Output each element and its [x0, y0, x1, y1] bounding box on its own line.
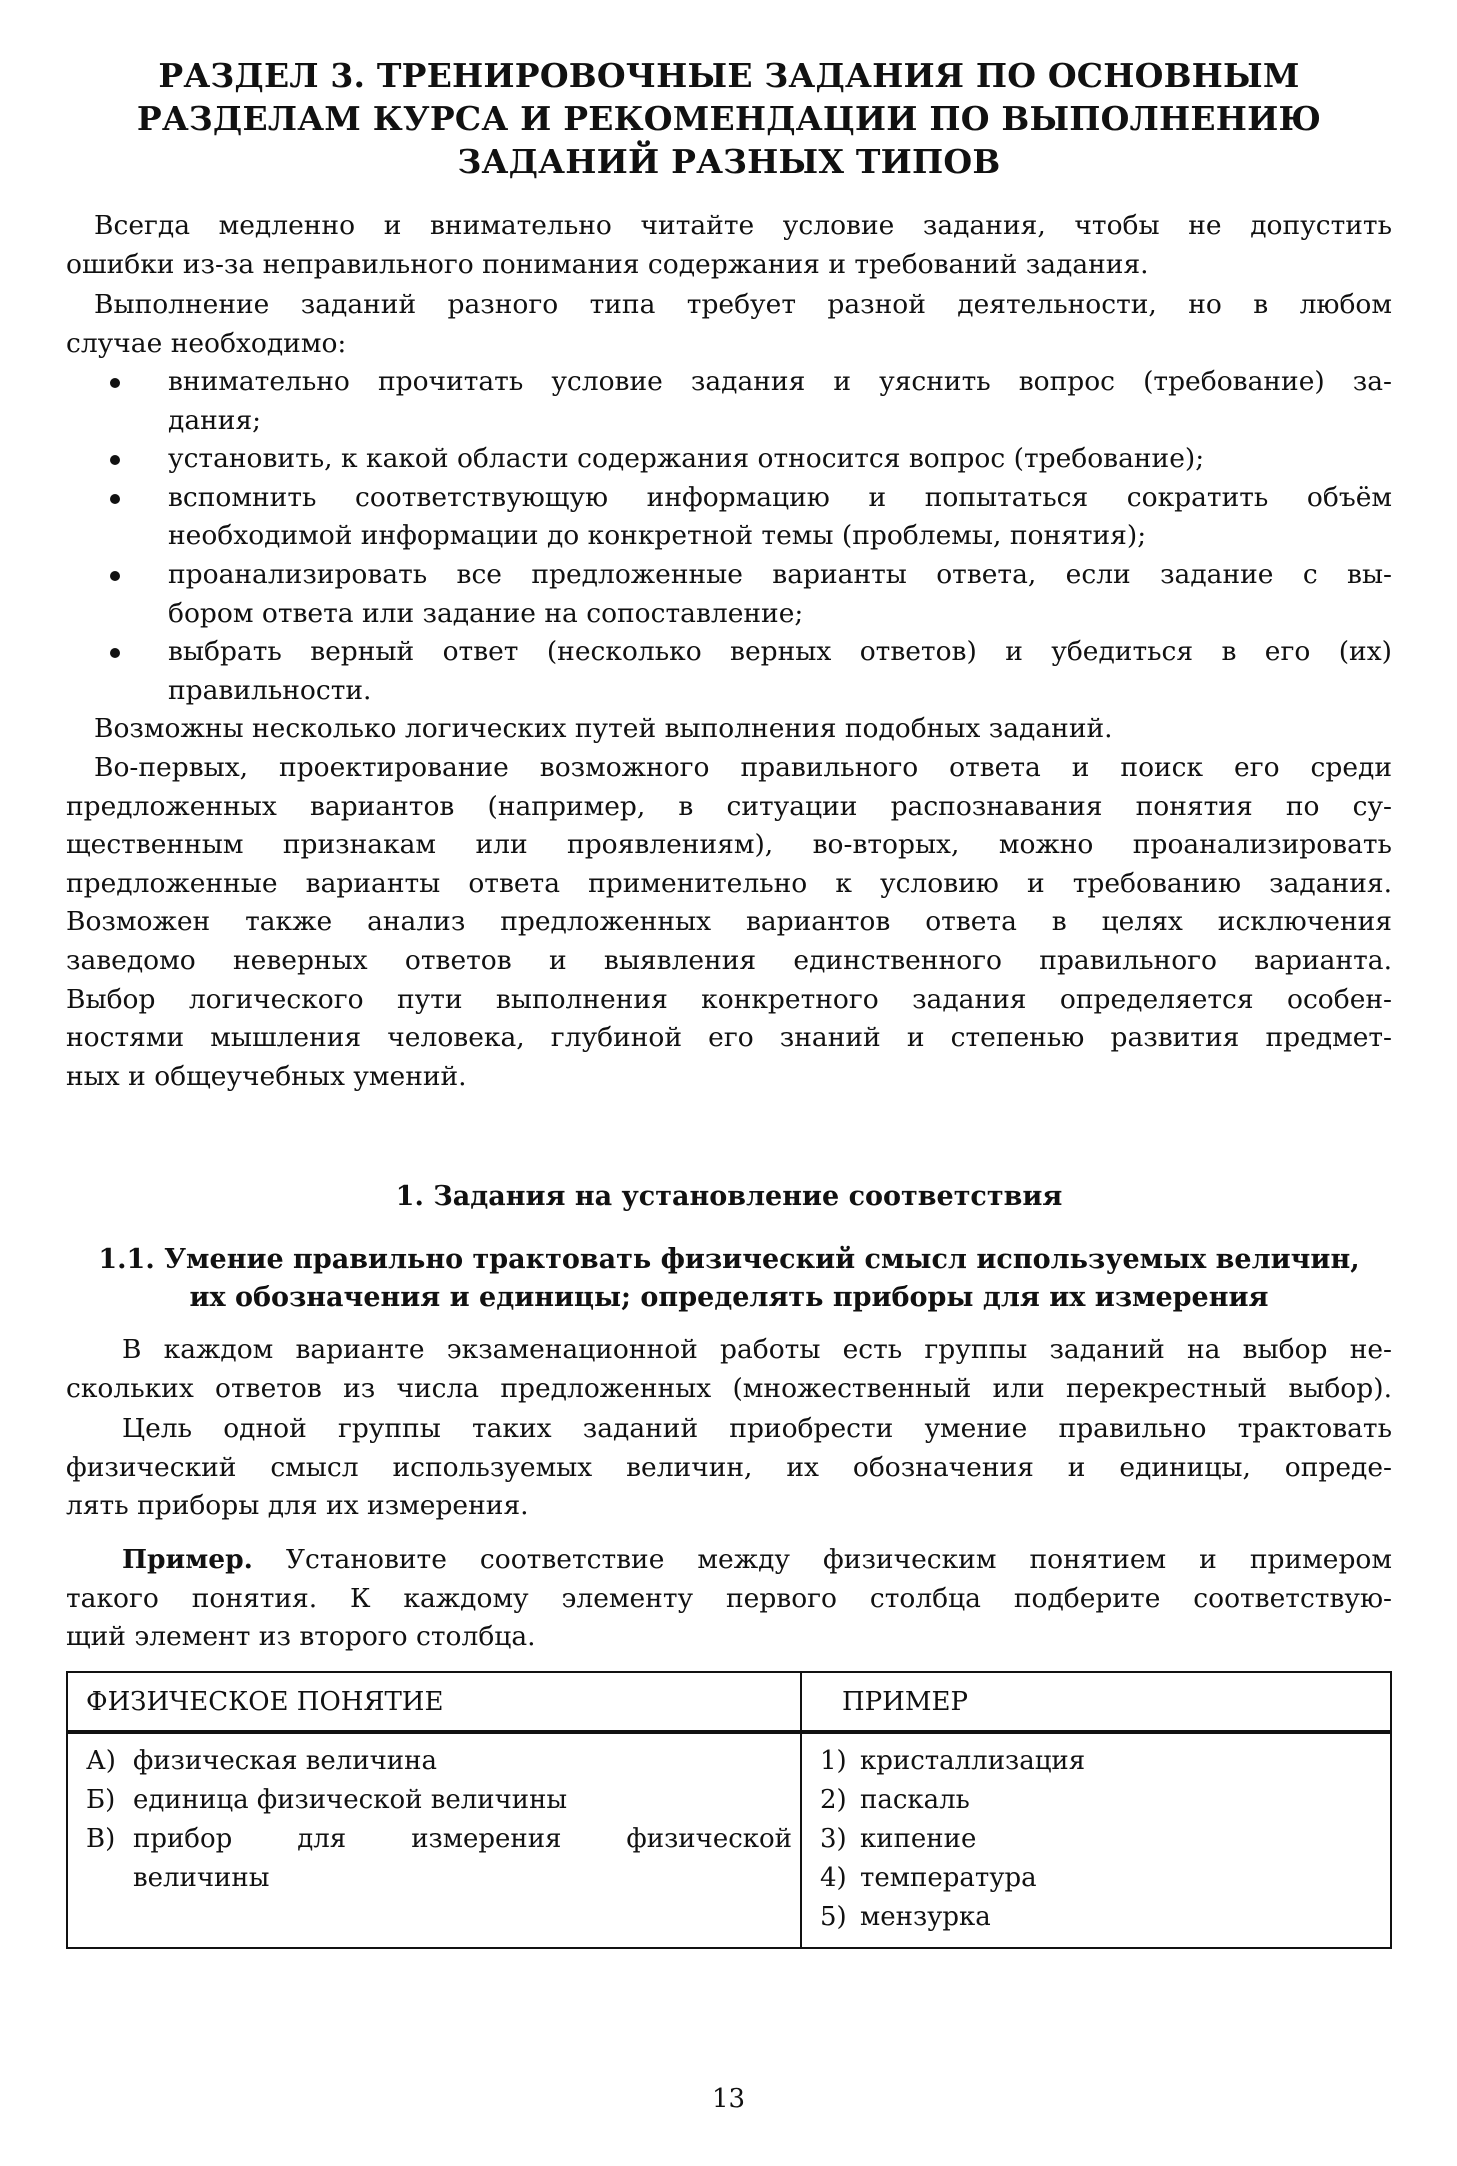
text-line: случае необходимо:: [66, 327, 347, 359]
text-line: такого понятия. К каждому элементу первого столбца подберите соответствую-: [66, 1582, 1392, 1614]
column-header-concept: ФИЗИЧЕСКОЕ ПОНЯТИЕ: [67, 1672, 801, 1732]
text-line: Во-первых, проектирование возможного правильного ответа и поиск его среди: [94, 752, 1392, 783]
text-line: Выполнение заданий разного типа требует разной деятельности, но в любом: [94, 289, 1392, 320]
option-text: паскаль: [860, 1785, 970, 1815]
page-number: 13: [711, 2084, 746, 2114]
subsection-heading: [66, 1241, 1392, 1317]
text-line: внимательно прочитать условие задания и уяснить вопрос (требование) за-: [168, 366, 1392, 397]
option-text: [133, 1820, 792, 1898]
table-row: [67, 1732, 1391, 1948]
subsection-heading-line: 1.1. Умение правильно трактовать физический смысл используемых величин,: [98, 1244, 1360, 1275]
example-option: [820, 1742, 1382, 1781]
list-item: [66, 556, 1392, 633]
intro-paragraph-3: [66, 710, 1392, 749]
table-header-row: [67, 1672, 1391, 1732]
text-line: Всегда медленно и внимательно читайте условие задания, чтобы не допустить: [94, 210, 1392, 241]
text-line: Цель одной группы таких заданий приобрести умение правильно трактовать: [122, 1413, 1392, 1444]
example-paragraph: [66, 1541, 1392, 1657]
bullet-icon: [110, 571, 120, 581]
example-option: [820, 1781, 1382, 1820]
option-key: Б): [86, 1785, 116, 1815]
section-title-line: РАЗДЕЛАМ КУРСА И РЕКОМЕНДАЦИИ ПО ВЫПОЛНЕНИЮ: [136, 99, 1322, 138]
text-line: скольких ответов из числа предложенных (множественный или перекрестный выбор).: [66, 1372, 1392, 1404]
option-text: кипение: [860, 1824, 977, 1854]
text-line: правильности.: [168, 674, 372, 706]
text-line: прибор для измерения физической: [133, 1824, 792, 1854]
section-paragraph-2: [66, 1410, 1392, 1526]
text-line: Выбор логического пути выполнения конкретного задания определяется особен-: [66, 983, 1392, 1015]
example-label: Пример.: [122, 1544, 253, 1575]
intro-paragraph-1: [66, 207, 1392, 284]
section-title-line: РАЗДЕЛ 3. ТРЕНИРОВОЧНЫЕ ЗАДАНИЯ ПО ОСНОВНЫМ: [158, 56, 1300, 95]
text-line: выбрать верный ответ (несколько верных ответов) и убедиться в его (их): [168, 636, 1392, 668]
text-line: заведомо неверных ответов и выявления единственного правильного варианта.: [66, 944, 1392, 976]
column-header-example: ПРИМЕР: [801, 1672, 1391, 1732]
section-title-line: ЗАДАНИЙ РАЗНЫХ ТИПОВ: [457, 142, 1001, 181]
example-option: [820, 1898, 1382, 1937]
option-key: В): [86, 1824, 116, 1854]
bullet-icon: [110, 494, 120, 504]
section-heading: 1. Задания на установление соответствия: [395, 1181, 1063, 1212]
section-paragraph-1: [66, 1331, 1392, 1408]
matching-table: [66, 1671, 1392, 1949]
option-key: 4): [820, 1863, 847, 1893]
requirements-list: [66, 363, 1392, 710]
concept-column: [67, 1732, 801, 1948]
text-line: проанализировать все предложенные варианты ответа, если задание с вы-: [168, 558, 1392, 590]
option-text: физическая величина: [133, 1746, 437, 1776]
list-item: [66, 479, 1392, 556]
text-line: ошибки из-за неправильного понимания содержания и требований задания.: [66, 248, 1149, 280]
option-key: 5): [820, 1902, 847, 1932]
option-key: 3): [820, 1824, 847, 1854]
section-title: [66, 54, 1392, 183]
option-text: кристаллизация: [860, 1746, 1086, 1776]
text-line: ных и общеучебных умений.: [66, 1060, 467, 1092]
list-item: [66, 440, 1392, 479]
text-line: дания;: [168, 404, 262, 436]
option-text: температура: [860, 1863, 1037, 1893]
text-line: предложенные варианты ответа применительно к условию и требованию задания.: [66, 867, 1392, 899]
example-option: [820, 1820, 1382, 1859]
intro-paragraph-4: [66, 749, 1392, 1096]
concept-option: [86, 1820, 792, 1898]
concept-option: [86, 1742, 792, 1781]
text-line: вспомнить соответствующую информацию и попытаться сократить объём: [168, 481, 1392, 513]
option-text: мензурка: [860, 1902, 991, 1932]
text-line: щий элемент из второго столбца.: [66, 1621, 536, 1653]
text-line: ностями мышления человека, глубиной его знаний и степенью развития предмет-: [66, 1022, 1392, 1054]
text-line: физический смысл используемых величин, их обозначения и единицы, опреде-: [66, 1451, 1392, 1483]
intro-paragraph-2: [66, 286, 1392, 363]
example-column: [801, 1732, 1391, 1948]
text-line: установить, к какой области содержания относится вопрос (требование);: [168, 443, 1205, 475]
text-line: В каждом варианте экзаменационной работы есть группы заданий на выбор не-: [122, 1334, 1392, 1365]
text-line: лять приборы для их измерения.: [66, 1490, 529, 1522]
bullet-icon: [110, 378, 120, 388]
text-line: Установите соответствие между физическим понятием и примером: [252, 1544, 1392, 1575]
text-line: Возможен также анализ предложенных вариантов ответа в целях исключения: [66, 906, 1392, 938]
text-line: предложенных вариантов (например, в ситуации распознавания понятия по су-: [66, 790, 1392, 822]
list-item: [66, 633, 1392, 710]
text-line: величины: [133, 1863, 270, 1893]
subsection-heading-line: их обозначения и единицы; определять приборы для их измерения: [189, 1282, 1269, 1313]
text-line: бором ответа или задание на сопоставление;: [168, 597, 804, 629]
concept-option: [86, 1781, 792, 1820]
option-key: 2): [820, 1785, 847, 1815]
list-item: [66, 363, 1392, 440]
option-text: единица физической величины: [133, 1785, 568, 1815]
option-key: А): [86, 1746, 116, 1776]
bullet-icon: [110, 455, 120, 465]
text-line: Возможны несколько логических путей выполнения подобных заданий.: [94, 713, 1113, 744]
bullet-icon: [110, 648, 120, 658]
text-line: необходимой информации до конкретной темы (проблемы, понятия);: [168, 520, 1147, 552]
option-key: 1): [820, 1746, 847, 1776]
text-line: щественным признакам или проявлениям), во-вторых, можно проанализировать: [66, 829, 1392, 861]
example-option: [820, 1859, 1382, 1898]
